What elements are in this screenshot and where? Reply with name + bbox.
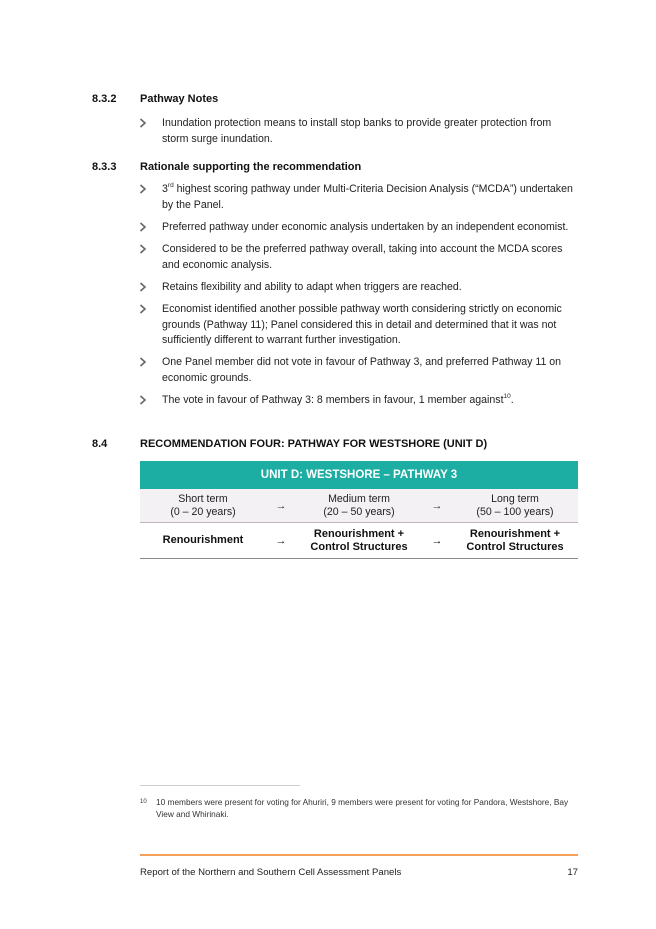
section-title: Pathway Notes xyxy=(140,93,219,105)
footnote-number: 10 xyxy=(140,799,147,805)
list-item-text: 3rd highest scoring pathway under Multi-Criteria Decision Analysis (“MCDA”) undertaken by the Panel. xyxy=(162,182,573,211)
list-item-text: Considered to be the preferred pathway overall, taking into account the MCDA scores and economic analysis. xyxy=(162,242,563,271)
ordinal-superscript: rd xyxy=(167,182,174,189)
list-item xyxy=(138,355,580,386)
table-cell-short-action: Renourishment xyxy=(162,534,244,546)
footnote-ref[interactable]: 10 xyxy=(503,393,511,401)
list-item xyxy=(138,280,580,296)
list-item xyxy=(138,220,580,236)
pathway-table xyxy=(140,461,578,559)
table-cell-short-term: Short term (0 – 20 years) xyxy=(170,492,236,518)
page-number: 17 xyxy=(567,867,578,878)
table-cell-medium-term: Medium term (20 – 50 years) xyxy=(323,492,395,518)
section-number: 8.3.2 xyxy=(92,93,117,105)
list-item-text: One Panel member did not vote in favour of Pathway 3, and preferred Pathway 11 on economic grounds. xyxy=(162,356,562,384)
arrow-right-icon: → xyxy=(275,499,287,512)
table-row-actions xyxy=(140,523,578,559)
chevron-right-icon xyxy=(139,222,149,232)
section-number: 8.3.3 xyxy=(92,161,117,173)
section-number: 8.4 xyxy=(92,438,108,450)
list-item xyxy=(138,182,580,213)
list-item xyxy=(138,393,580,409)
footnote-divider xyxy=(140,785,300,786)
list-item-text: Inundation protection means to install stop banks to provide greater protection from storm surge inundation. xyxy=(162,117,552,145)
footnote xyxy=(140,796,580,820)
pathway-notes-list xyxy=(138,116,580,154)
chevron-right-icon xyxy=(139,282,149,292)
section-title: Rationale supporting the recommendation xyxy=(140,161,362,173)
table-row-terms xyxy=(140,489,578,523)
table-cell-long-action: Renourishment + Control Structures xyxy=(466,527,564,553)
footnote-text: 10 members were present for voting for Ahuriri, 9 members were present for voting for Pandora, Westshore, Bay View and Whirinaki. xyxy=(156,797,569,819)
footer-divider xyxy=(140,854,578,856)
list-item-text: The vote in favour of Pathway 3: 8 members in favour, 1 member against$^{10}$. xyxy=(162,393,514,407)
table-cell-long-term: Long term (50 – 100 years) xyxy=(476,492,554,518)
arrow-right-icon: → xyxy=(431,534,443,547)
chevron-right-icon xyxy=(139,395,149,405)
footer-report-title: Report of the Northern and Southern Cell Assessment Panels xyxy=(140,867,402,878)
list-item xyxy=(138,302,580,349)
chevron-right-icon xyxy=(139,304,149,314)
list-item-text: Retains flexibility and ability to adapt when triggers are reached. xyxy=(162,280,462,293)
list-item-text: Economist identified another possible pathway worth considering strictly on economic grounds (Pathway 11); Panel considered this in detail and determined that it was not sufficiently different to warrant further investigation. xyxy=(162,302,562,347)
table-cell-medium-action: Renourishment + Control Structures xyxy=(310,527,408,553)
chevron-right-icon xyxy=(139,357,149,367)
list-item xyxy=(138,242,580,273)
arrow-right-icon: → xyxy=(431,499,443,512)
chevron-right-icon xyxy=(139,118,149,128)
list-item-text: Preferred pathway under economic analysis undertaken by an independent economist. xyxy=(162,220,569,233)
section-title: RECOMMENDATION FOUR: PATHWAY FOR WESTSHORE (UNIT D) xyxy=(140,438,488,450)
rationale-list xyxy=(138,182,580,415)
table-header: UNIT D: WESTSHORE – PATHWAY 3 xyxy=(140,461,578,489)
list-item xyxy=(138,116,580,147)
arrow-right-icon: → xyxy=(275,534,287,547)
chevron-right-icon xyxy=(139,244,149,254)
chevron-right-icon xyxy=(139,184,149,194)
